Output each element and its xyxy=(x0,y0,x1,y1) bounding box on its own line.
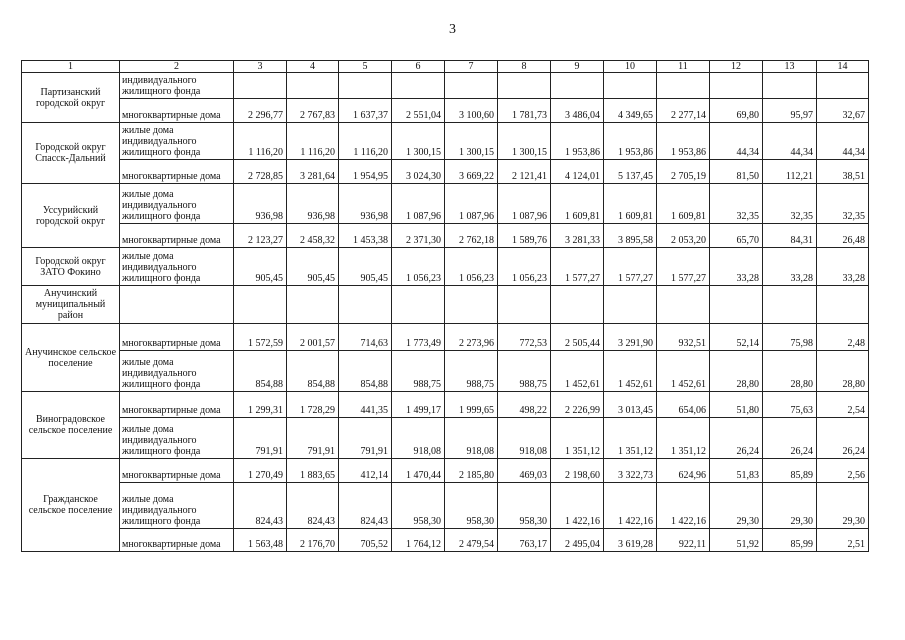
value-cell: 1 589,76 xyxy=(498,224,551,248)
value-cell: 958,30 xyxy=(445,483,498,529)
value-cell: 95,97 xyxy=(763,99,817,123)
table-row xyxy=(22,73,869,99)
value-cell: 2 728,85 xyxy=(234,160,287,184)
value-cell: 2 551,04 xyxy=(392,99,445,123)
value-cell: 1 056,23 xyxy=(392,248,445,286)
value-cell: 2 198,60 xyxy=(551,459,604,483)
value-cell: 936,98 xyxy=(287,184,339,224)
value-cell: 52,14 xyxy=(710,324,763,351)
value-cell: 1 883,65 xyxy=(287,459,339,483)
value-cell: 2 505,44 xyxy=(551,324,604,351)
table-row xyxy=(22,224,869,248)
value-cell: 654,06 xyxy=(657,392,710,418)
value-cell: 2 277,14 xyxy=(657,99,710,123)
territory-name: Гражданское сельское поселение xyxy=(22,459,120,552)
column-header: 12 xyxy=(710,61,763,73)
table-body xyxy=(22,73,869,552)
value-cell: 1 300,15 xyxy=(498,123,551,160)
table-row xyxy=(22,99,869,123)
value-cell: 1 609,81 xyxy=(657,184,710,224)
value-cell: 824,43 xyxy=(339,483,392,529)
value-cell: 3 291,90 xyxy=(604,324,657,351)
column-header: 3 xyxy=(234,61,287,73)
value-cell: 824,43 xyxy=(287,483,339,529)
value-cell: 26,24 xyxy=(763,418,817,459)
value-cell: 1 270,49 xyxy=(234,459,287,483)
value-cell: 38,51 xyxy=(817,160,869,184)
value-cell: 988,75 xyxy=(498,351,551,392)
value-cell xyxy=(498,286,551,324)
value-cell: 1 299,31 xyxy=(234,392,287,418)
value-cell: 29,30 xyxy=(817,483,869,529)
value-cell xyxy=(339,73,392,99)
value-cell: 1 087,96 xyxy=(445,184,498,224)
value-cell: 26,24 xyxy=(710,418,763,459)
value-cell: 2,56 xyxy=(817,459,869,483)
value-cell: 763,17 xyxy=(498,529,551,552)
value-cell: 3 486,04 xyxy=(551,99,604,123)
value-cell: 936,98 xyxy=(234,184,287,224)
value-cell: 624,96 xyxy=(657,459,710,483)
value-cell: 1 087,96 xyxy=(498,184,551,224)
value-cell: 29,30 xyxy=(710,483,763,529)
value-cell xyxy=(763,286,817,324)
value-cell xyxy=(710,286,763,324)
table-row xyxy=(22,160,869,184)
value-cell: 1 609,81 xyxy=(604,184,657,224)
value-cell: 705,52 xyxy=(339,529,392,552)
column-header: 8 xyxy=(498,61,551,73)
value-cell: 854,88 xyxy=(339,351,392,392)
value-cell: 2 053,20 xyxy=(657,224,710,248)
value-cell: 4 349,65 xyxy=(604,99,657,123)
value-cell: 26,48 xyxy=(817,224,869,248)
column-header: 4 xyxy=(287,61,339,73)
value-cell: 5 137,45 xyxy=(604,160,657,184)
value-cell: 1 637,37 xyxy=(339,99,392,123)
value-cell: 791,91 xyxy=(287,418,339,459)
value-cell: 2 479,54 xyxy=(445,529,498,552)
value-cell: 26,24 xyxy=(817,418,869,459)
territory-name: Виноградовское сельское поселение xyxy=(22,392,120,459)
value-cell: 905,45 xyxy=(287,248,339,286)
value-cell xyxy=(339,286,392,324)
value-cell: 1 577,27 xyxy=(657,248,710,286)
value-cell: 28,80 xyxy=(710,351,763,392)
value-cell: 1 351,12 xyxy=(604,418,657,459)
value-cell: 1 999,65 xyxy=(445,392,498,418)
value-cell: 2 121,41 xyxy=(498,160,551,184)
column-header: 7 xyxy=(445,61,498,73)
table-row xyxy=(22,351,869,392)
value-cell: 791,91 xyxy=(339,418,392,459)
value-cell: 2 273,96 xyxy=(445,324,498,351)
table-row xyxy=(22,392,869,418)
value-cell: 918,08 xyxy=(392,418,445,459)
value-cell: 44,34 xyxy=(710,123,763,160)
value-cell: 1 577,27 xyxy=(604,248,657,286)
value-cell: 51,92 xyxy=(710,529,763,552)
value-cell: 2,54 xyxy=(817,392,869,418)
housing-type: жилые дома индивидуального жилищного фонда xyxy=(120,123,234,160)
value-cell: 1 300,15 xyxy=(392,123,445,160)
value-cell: 498,22 xyxy=(498,392,551,418)
value-cell: 2,48 xyxy=(817,324,869,351)
value-cell: 3 619,28 xyxy=(604,529,657,552)
value-cell: 772,53 xyxy=(498,324,551,351)
housing-type: жилые дома индивидуального жилищного фонда xyxy=(120,248,234,286)
value-cell: 3 024,30 xyxy=(392,160,445,184)
value-cell: 1 116,20 xyxy=(287,123,339,160)
column-header: 13 xyxy=(763,61,817,73)
value-cell xyxy=(392,286,445,324)
value-cell: 958,30 xyxy=(498,483,551,529)
value-cell: 2 767,83 xyxy=(287,99,339,123)
housing-type: жилые дома индивидуального жилищного фонда xyxy=(120,483,234,529)
value-cell: 32,35 xyxy=(763,184,817,224)
table-row xyxy=(22,324,869,351)
value-cell xyxy=(287,286,339,324)
value-cell: 1 422,16 xyxy=(657,483,710,529)
value-cell: 32,35 xyxy=(710,184,763,224)
value-cell xyxy=(657,73,710,99)
value-cell xyxy=(287,73,339,99)
territory-name: Уссурийский городской округ xyxy=(22,184,120,248)
value-cell: 958,30 xyxy=(392,483,445,529)
territory-name: Городской округ Спасск-Дальний xyxy=(22,123,120,184)
housing-type: жилые дома индивидуального жилищного фонда xyxy=(120,351,234,392)
territory-name: Городской округ ЗАТО Фокино xyxy=(22,248,120,286)
value-cell: 2 705,19 xyxy=(657,160,710,184)
column-header: 10 xyxy=(604,61,657,73)
value-cell: 922,11 xyxy=(657,529,710,552)
column-header: 1 xyxy=(22,61,120,73)
value-cell xyxy=(392,73,445,99)
value-cell: 3 100,60 xyxy=(445,99,498,123)
housing-type: жилые дома индивидуального жилищного фонда xyxy=(120,184,234,224)
value-cell: 2 495,04 xyxy=(551,529,604,552)
value-cell: 29,30 xyxy=(763,483,817,529)
value-cell: 1 953,86 xyxy=(657,123,710,160)
housing-type: многоквартирные дома xyxy=(120,224,234,248)
value-cell: 1 452,61 xyxy=(551,351,604,392)
value-cell: 1 452,61 xyxy=(657,351,710,392)
table-row xyxy=(22,248,869,286)
value-cell: 1 116,20 xyxy=(234,123,287,160)
value-cell xyxy=(657,286,710,324)
value-cell: 2 296,77 xyxy=(234,99,287,123)
value-cell: 1 453,38 xyxy=(339,224,392,248)
housing-type: многоквартирные дома xyxy=(120,160,234,184)
value-cell: 28,80 xyxy=(763,351,817,392)
value-cell: 1 056,23 xyxy=(445,248,498,286)
housing-type: многоквартирные дома xyxy=(120,459,234,483)
territory-name: Анучинское сельское поселение xyxy=(22,324,120,392)
value-cell: 1 499,17 xyxy=(392,392,445,418)
value-cell: 441,35 xyxy=(339,392,392,418)
housing-type: многоквартирные дома xyxy=(120,324,234,351)
value-cell: 1 470,44 xyxy=(392,459,445,483)
value-cell: 28,80 xyxy=(817,351,869,392)
value-cell xyxy=(604,73,657,99)
value-cell: 824,43 xyxy=(234,483,287,529)
value-cell: 33,28 xyxy=(817,248,869,286)
table-row xyxy=(22,418,869,459)
table-row xyxy=(22,123,869,160)
housing-type: жилые дома индивидуального жилищного фонда xyxy=(120,418,234,459)
value-cell: 32,35 xyxy=(817,184,869,224)
value-cell: 32,67 xyxy=(817,99,869,123)
value-cell: 33,28 xyxy=(763,248,817,286)
value-cell: 469,03 xyxy=(498,459,551,483)
value-cell xyxy=(234,73,287,99)
value-cell: 714,63 xyxy=(339,324,392,351)
value-cell xyxy=(817,286,869,324)
value-cell: 2,51 xyxy=(817,529,869,552)
value-cell: 2 001,57 xyxy=(287,324,339,351)
value-cell: 2 185,80 xyxy=(445,459,498,483)
value-cell: 2 458,32 xyxy=(287,224,339,248)
value-cell: 854,88 xyxy=(234,351,287,392)
value-cell: 1 351,12 xyxy=(657,418,710,459)
value-cell: 1 953,86 xyxy=(551,123,604,160)
column-header: 6 xyxy=(392,61,445,73)
value-cell: 905,45 xyxy=(234,248,287,286)
table-row xyxy=(22,483,869,529)
value-cell: 2 762,18 xyxy=(445,224,498,248)
value-cell: 905,45 xyxy=(339,248,392,286)
value-cell: 2 176,70 xyxy=(287,529,339,552)
value-cell: 1 563,48 xyxy=(234,529,287,552)
value-cell: 854,88 xyxy=(287,351,339,392)
header-row xyxy=(22,61,869,73)
value-cell: 1 300,15 xyxy=(445,123,498,160)
value-cell xyxy=(604,286,657,324)
value-cell: 936,98 xyxy=(339,184,392,224)
value-cell: 1 577,27 xyxy=(551,248,604,286)
column-header: 14 xyxy=(817,61,869,73)
value-cell: 1 773,49 xyxy=(392,324,445,351)
housing-type: многоквартирные дома xyxy=(120,99,234,123)
territory-name: Партизанский городской округ xyxy=(22,73,120,123)
value-cell xyxy=(710,73,763,99)
value-cell: 918,08 xyxy=(445,418,498,459)
table-row xyxy=(22,184,869,224)
column-header: 11 xyxy=(657,61,710,73)
value-cell: 44,34 xyxy=(763,123,817,160)
value-cell: 3 895,58 xyxy=(604,224,657,248)
value-cell: 1 422,16 xyxy=(604,483,657,529)
value-cell: 1 422,16 xyxy=(551,483,604,529)
value-cell: 1 728,29 xyxy=(287,392,339,418)
value-cell: 85,89 xyxy=(763,459,817,483)
value-cell xyxy=(551,286,604,324)
value-cell: 75,98 xyxy=(763,324,817,351)
table-row xyxy=(22,459,869,483)
value-cell: 1 953,86 xyxy=(604,123,657,160)
value-cell xyxy=(498,73,551,99)
territory-name: Анучинский муниципальный район xyxy=(22,286,120,324)
value-cell: 81,50 xyxy=(710,160,763,184)
value-cell: 51,83 xyxy=(710,459,763,483)
value-cell xyxy=(551,73,604,99)
value-cell: 112,21 xyxy=(763,160,817,184)
value-cell: 1 351,12 xyxy=(551,418,604,459)
value-cell: 3 013,45 xyxy=(604,392,657,418)
column-header: 2 xyxy=(120,61,234,73)
value-cell xyxy=(234,286,287,324)
value-cell: 1 764,12 xyxy=(392,529,445,552)
value-cell xyxy=(817,73,869,99)
housing-type: индивидуального жилищного фонда xyxy=(120,73,234,99)
value-cell: 1 781,73 xyxy=(498,99,551,123)
value-cell xyxy=(763,73,817,99)
value-cell: 33,28 xyxy=(710,248,763,286)
value-cell: 1 609,81 xyxy=(551,184,604,224)
column-header: 5 xyxy=(339,61,392,73)
table-row xyxy=(22,529,869,552)
value-cell: 1 452,61 xyxy=(604,351,657,392)
value-cell: 918,08 xyxy=(498,418,551,459)
value-cell: 3 281,64 xyxy=(287,160,339,184)
value-cell xyxy=(445,286,498,324)
value-cell: 3 281,33 xyxy=(551,224,604,248)
value-cell: 84,31 xyxy=(763,224,817,248)
value-cell: 412,14 xyxy=(339,459,392,483)
value-cell: 44,34 xyxy=(817,123,869,160)
value-cell: 1 954,95 xyxy=(339,160,392,184)
column-header: 9 xyxy=(551,61,604,73)
value-cell: 51,80 xyxy=(710,392,763,418)
value-cell: 1 087,96 xyxy=(392,184,445,224)
value-cell: 75,63 xyxy=(763,392,817,418)
housing-type: многоквартирные дома xyxy=(120,529,234,552)
value-cell: 2 123,27 xyxy=(234,224,287,248)
value-cell: 69,80 xyxy=(710,99,763,123)
value-cell: 4 124,01 xyxy=(551,160,604,184)
value-cell: 988,75 xyxy=(392,351,445,392)
value-cell: 1 056,23 xyxy=(498,248,551,286)
value-cell: 988,75 xyxy=(445,351,498,392)
value-cell: 3 322,73 xyxy=(604,459,657,483)
housing-type: многоквартирные дома xyxy=(120,392,234,418)
value-cell: 2 371,30 xyxy=(392,224,445,248)
page-number: 3 xyxy=(449,22,456,37)
value-cell: 85,99 xyxy=(763,529,817,552)
value-cell: 1 572,59 xyxy=(234,324,287,351)
value-cell: 2 226,99 xyxy=(551,392,604,418)
value-cell: 791,91 xyxy=(234,418,287,459)
value-cell: 1 116,20 xyxy=(339,123,392,160)
value-cell: 65,70 xyxy=(710,224,763,248)
housing-type xyxy=(120,286,234,324)
value-cell: 3 669,22 xyxy=(445,160,498,184)
table-row xyxy=(22,286,869,324)
value-cell xyxy=(445,73,498,99)
value-cell: 932,51 xyxy=(657,324,710,351)
tariff-table xyxy=(21,60,869,552)
